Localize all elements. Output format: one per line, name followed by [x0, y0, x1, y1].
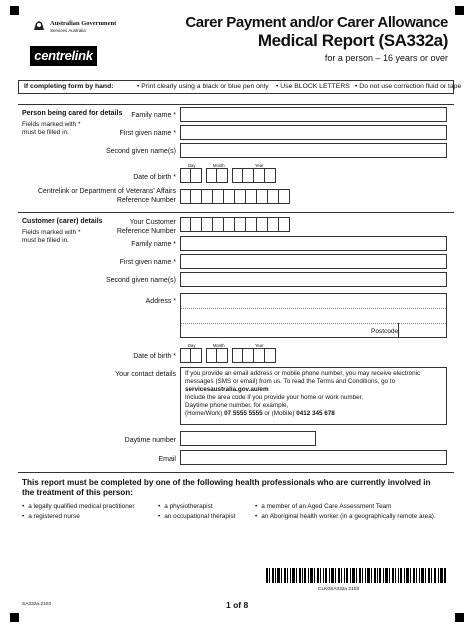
- family-name-label: Family name *: [131, 241, 176, 248]
- form-subtitle: for a person – 16 years or over: [324, 53, 448, 63]
- dob-year-label: Year: [255, 343, 264, 348]
- person-first-name-field[interactable]: [180, 125, 447, 140]
- person-dob-field[interactable]: [180, 168, 276, 183]
- dob-month-label: Month: [213, 163, 225, 168]
- form-title-line2: Medical Report (SA332a): [257, 31, 448, 50]
- person-reference-number-field[interactable]: [180, 189, 290, 204]
- health-professional-item: • a member of an Aged Care Assessment Team: [255, 503, 392, 510]
- second-given-names-label: Second given name(s): [105, 277, 176, 284]
- dob-day-label: Day: [188, 163, 196, 168]
- email-field[interactable]: [180, 450, 447, 465]
- registration-mark: [455, 613, 464, 622]
- coat-of-arms-icon: [32, 20, 46, 32]
- instructions-lead: If completing form by hand:: [24, 83, 114, 90]
- first-given-name-label: First given name *: [119, 259, 176, 266]
- section-divider: [18, 104, 454, 105]
- health-professional-item: • an Aboriginal health worker (in a geographically remote area).: [255, 513, 436, 520]
- first-given-name-label: First given name *: [119, 130, 176, 137]
- dob-month-label: Month: [213, 343, 225, 348]
- dob-label: Date of birth *: [133, 174, 176, 181]
- person-second-name-field[interactable]: [180, 143, 447, 158]
- customer-reference-label: Your Customer Reference Number: [116, 219, 176, 235]
- reference-number-label: Centrelink or Department of Veterans’ Affairs Reference Number: [37, 188, 176, 204]
- page-number: 1 of 8: [226, 600, 249, 610]
- daytime-number-label: Daytime number: [124, 437, 176, 444]
- barcode-text: CLK0SA332a 2103: [318, 587, 360, 592]
- customer-second-name-field[interactable]: [180, 272, 447, 287]
- family-name-label: Family name *: [131, 112, 176, 119]
- contact-link[interactable]: servicesaustralia.gov.au/em: [185, 386, 269, 393]
- customer-reference-number-field[interactable]: [180, 217, 290, 232]
- government-name: Australian Government: [50, 20, 117, 27]
- required-fields-note: Fields marked with * must be filled in.: [22, 121, 81, 136]
- health-professional-item: • an occupational therapist: [158, 513, 235, 520]
- instruction-item: • Do not use correction fluid or tape: [355, 83, 462, 90]
- form-title-line1: Carer Payment and/or Carer Allowance: [185, 14, 448, 31]
- required-fields-note: Fields marked with * must be filled in.: [22, 229, 81, 244]
- customer-section-heading: Customer (carer) details: [22, 218, 103, 225]
- agency-name: Services Australia: [50, 28, 86, 33]
- daytime-number-field[interactable]: [180, 431, 316, 446]
- customer-address-field[interactable]: [180, 293, 447, 338]
- postcode-label: Postcode: [371, 328, 399, 335]
- centrelink-logo: centrelink: [30, 46, 97, 66]
- customer-first-name-field[interactable]: [180, 254, 447, 269]
- form-code: SA332a.2103: [22, 602, 52, 607]
- section-divider: [18, 472, 454, 473]
- health-professional-item: • a legally qualified medical practitioner: [22, 503, 134, 510]
- registration-mark: [10, 6, 19, 15]
- person-section-heading: Person being cared for details: [22, 110, 123, 117]
- instructions-bar: [18, 80, 462, 94]
- health-professional-item: • a physiotherapist: [158, 503, 213, 510]
- health-professional-item: • a registered nurse: [22, 513, 80, 520]
- instruction-item: • Use BLOCK LETTERS: [276, 83, 350, 90]
- address-label: Address *: [145, 298, 176, 305]
- contact-details-label: Your contact details: [115, 371, 176, 378]
- dob-label: Date of birth *: [133, 353, 176, 360]
- customer-family-name-field[interactable]: [180, 236, 447, 251]
- section-divider: [18, 212, 454, 213]
- second-given-names-label: Second given name(s): [105, 148, 176, 155]
- dob-year-label: Year: [255, 163, 264, 168]
- registration-mark: [455, 6, 464, 15]
- health-professionals-heading: This report must be completed by one of the following health professionals who are currently involved in the treatment of this person:: [22, 478, 431, 497]
- customer-dob-field[interactable]: [180, 348, 276, 363]
- registration-mark: [10, 613, 19, 622]
- dob-day-label: Day: [188, 343, 196, 348]
- email-label: Email: [158, 456, 176, 463]
- contact-details-info: If you provide an email address or mobile phone number, you may receive electronic messages (SMS or email) from us. To read the Terms and Conditions, go to servicesaustralia.gov.au/em Include the area code if you provide your home or work number. Daytime phone number, for example, (Home/Work) 07 5555 5555 or (Mobile) 0412 345 678: [180, 367, 447, 425]
- person-family-name-field[interactable]: [180, 107, 447, 122]
- instruction-item: • Print clearly using a black or blue pen only: [137, 83, 269, 90]
- barcode-image: [266, 568, 446, 583]
